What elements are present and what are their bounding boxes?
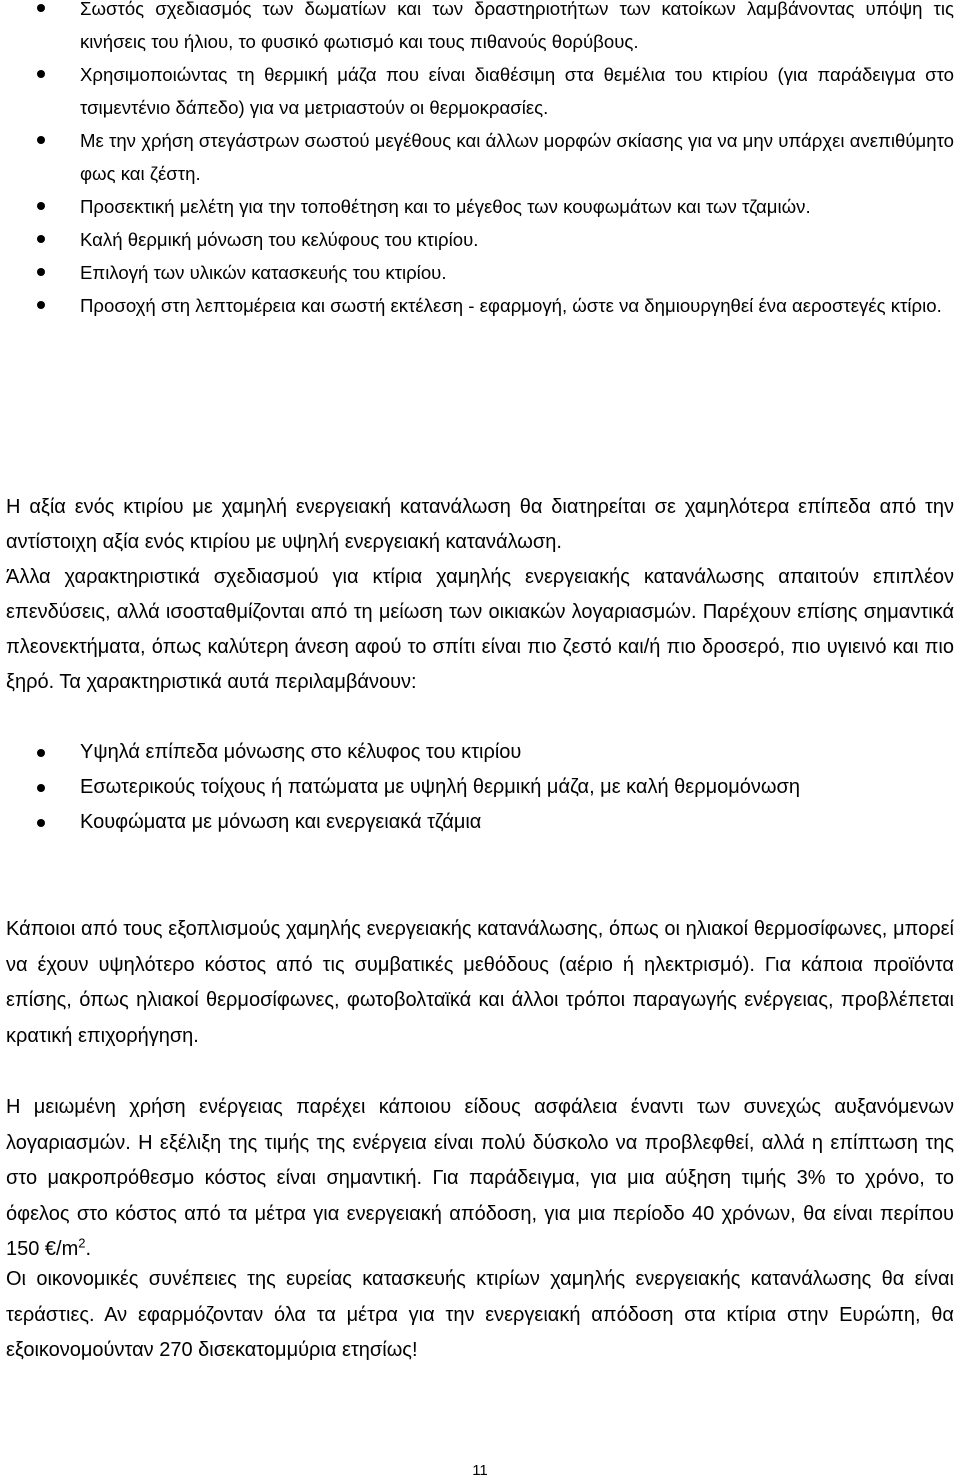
bullet-icon <box>37 784 45 792</box>
bullet-icon <box>37 136 45 144</box>
paragraph-energy-security-text: Η μειωμένη χρήση ενέργειας παρέχει κάποιου είδους ασφάλεια έναντι των συνεχώς αυξανόμενων λογαριασμών. Η εξέλιξη της τιμής της ενέργεια είναι πολύ δύσκολο να προβλεφθεί, αλλά η επίπτωση της στο μακροπρόθεσμο κόστος είναι σημαντική. Για παράδειγμα, για μια αύξηση τιμής 3% το χρόνο, το όφελος στο κόστος από τα μέτρα για ενεργειακή απόδοση, για μια περίοδο 40 χρόνων, θα είναι περίπου 150 €/m <box>6 1096 954 1261</box>
bullet-icon <box>37 4 45 12</box>
list-item <box>0 770 960 805</box>
list-item <box>0 735 960 770</box>
bullet-icon <box>37 819 45 827</box>
list-item <box>0 289 960 322</box>
paragraph-europe-savings: Οι οικονομικές συνέπειες της ευρείας κατασκευής κτιρίων χαμηλής ενεργειακής κατανάλωσης θα είναι τεράστιες. Αν εφαρμόζονταν όλα τα μέτρα για την ενεργειακή απόδοση στα κτίρια στην Ευρώπη, θα εξοικονομούνταν 270 δισεκατομμύρια ετησίως! <box>6 1268 954 1362</box>
bullet-icon <box>37 235 45 243</box>
list-item-text: Εσωτερικούς τοίχους ή πατώματα με υψηλή θερμική μάζα, με καλή θερμομόνωση <box>80 776 800 798</box>
design-measures-list <box>0 0 960 322</box>
list-item-text: Υψηλά επίπεδα μόνωσης στο κέλυφος του κτιρίου <box>80 741 522 763</box>
list-item-text: Προσεκτική μελέτη για την τοποθέτηση και το μέγεθος των κουφωμάτων και των τζαμιών. <box>80 196 811 217</box>
bullet-icon <box>37 749 45 757</box>
paragraph-design-features: Άλλα χαρακτηριστικά σχεδιασμού για κτίρια χαμηλής ενεργειακής κατανάλωσης απαιτούν επιπλέον επενδύσεις, αλλά ισοσταθμίζονται από τη μείωση των οικιακών λογαριασμών. Παρέχουν επίσης σημαντικά πλεονεκτήματα, όπως καλύτερη άνεση αφού το σπίτι είναι πιο ζεστό και/ή πιο δροσερό, πιο υγιεινό και πιο ξηρό. Τα χαρακτηριστικά αυτά περιλαμβάνουν: <box>6 566 954 693</box>
paragraph-equipment-cost: Κάποιοι από τους εξοπλισμούς χαμηλής ενεργειακής κατανάλωσης, όπως οι ηλιακοί θερμοσίφωνες, μπορεί να έχουν υψηλότερο κόστος από τις συμβατικές μεθόδους (αέριο ή ηλεκτρισμό). Για κάποια προϊόντα επίσης, όπως ηλιακοί θερμοσίφωνες, φωτοβολταϊκά και άλλοι τρόποι παραγωγής ενέργειας, προβλέπεται κρατική επιχορήγηση. <box>6 918 954 1047</box>
features-list <box>0 735 960 840</box>
superscript-two: 2 <box>78 1235 86 1251</box>
bullet-icon <box>37 301 45 309</box>
page-number: 11 <box>472 1462 488 1479</box>
list-item-text: Με την χρήση στεγάστρων σωστού μεγέθους και άλλων μορφών σκίασης για να μην υπάρχει ανεπιθύμητο φως και ζέστη. <box>80 130 954 184</box>
list-item <box>0 805 960 840</box>
bullet-icon <box>37 268 45 276</box>
list-item <box>0 190 960 223</box>
list-item <box>0 223 960 256</box>
bullet-icon <box>37 202 45 210</box>
paragraph-building-value: Η αξία ενός κτιρίου με χαμηλή ενεργειακή κατανάλωση θα διατηρείται σε χαμηλότερα επίπεδα από την αντίστοιχη αξία ενός κτιρίου με υψηλή ενεργειακή κατανάλωση. <box>6 496 954 553</box>
list-item <box>0 0 960 58</box>
list-item <box>0 124 960 190</box>
list-item <box>0 256 960 289</box>
list-item-text: Σωστός σχεδιασμός των δωματίων και των δραστηριοτήτων των κατοίκων λαμβάνοντας υπόψη τις κινήσεις του ήλιου, το φυσικό φωτισμό και τους πιθανούς θορύβους. <box>80 0 954 52</box>
list-item-text: Προσοχή στη λεπτομέρεια και σωστή εκτέλεση - εφαρμογή, ώστε να δημιουργηθεί ένα αεροστεγές κτίριο. <box>80 295 942 316</box>
list-item-text: Επιλογή των υλικών κατασκευής του κτιρίου. <box>80 262 447 283</box>
list-item-text: Χρησιμοποιώντας τη θερμική μάζα που είναι διαθέσιμη στα θεμέλια του κτιρίου (για παράδειγμα στο τσιμεντένιο δάπεδο) για να μετριαστούν οι θερμοκρασίες. <box>80 64 954 118</box>
bullet-icon <box>37 70 45 78</box>
list-item-text: Κουφώματα με μόνωση και ενεργειακά τζάμια <box>80 811 482 833</box>
list-item-text: Καλή θερμική μόνωση του κελύφους του κτιρίου. <box>80 229 479 250</box>
paragraph-energy-security-end: . <box>85 1238 92 1261</box>
list-item <box>0 58 960 124</box>
paragraph-energy-security <box>6 1090 954 1268</box>
